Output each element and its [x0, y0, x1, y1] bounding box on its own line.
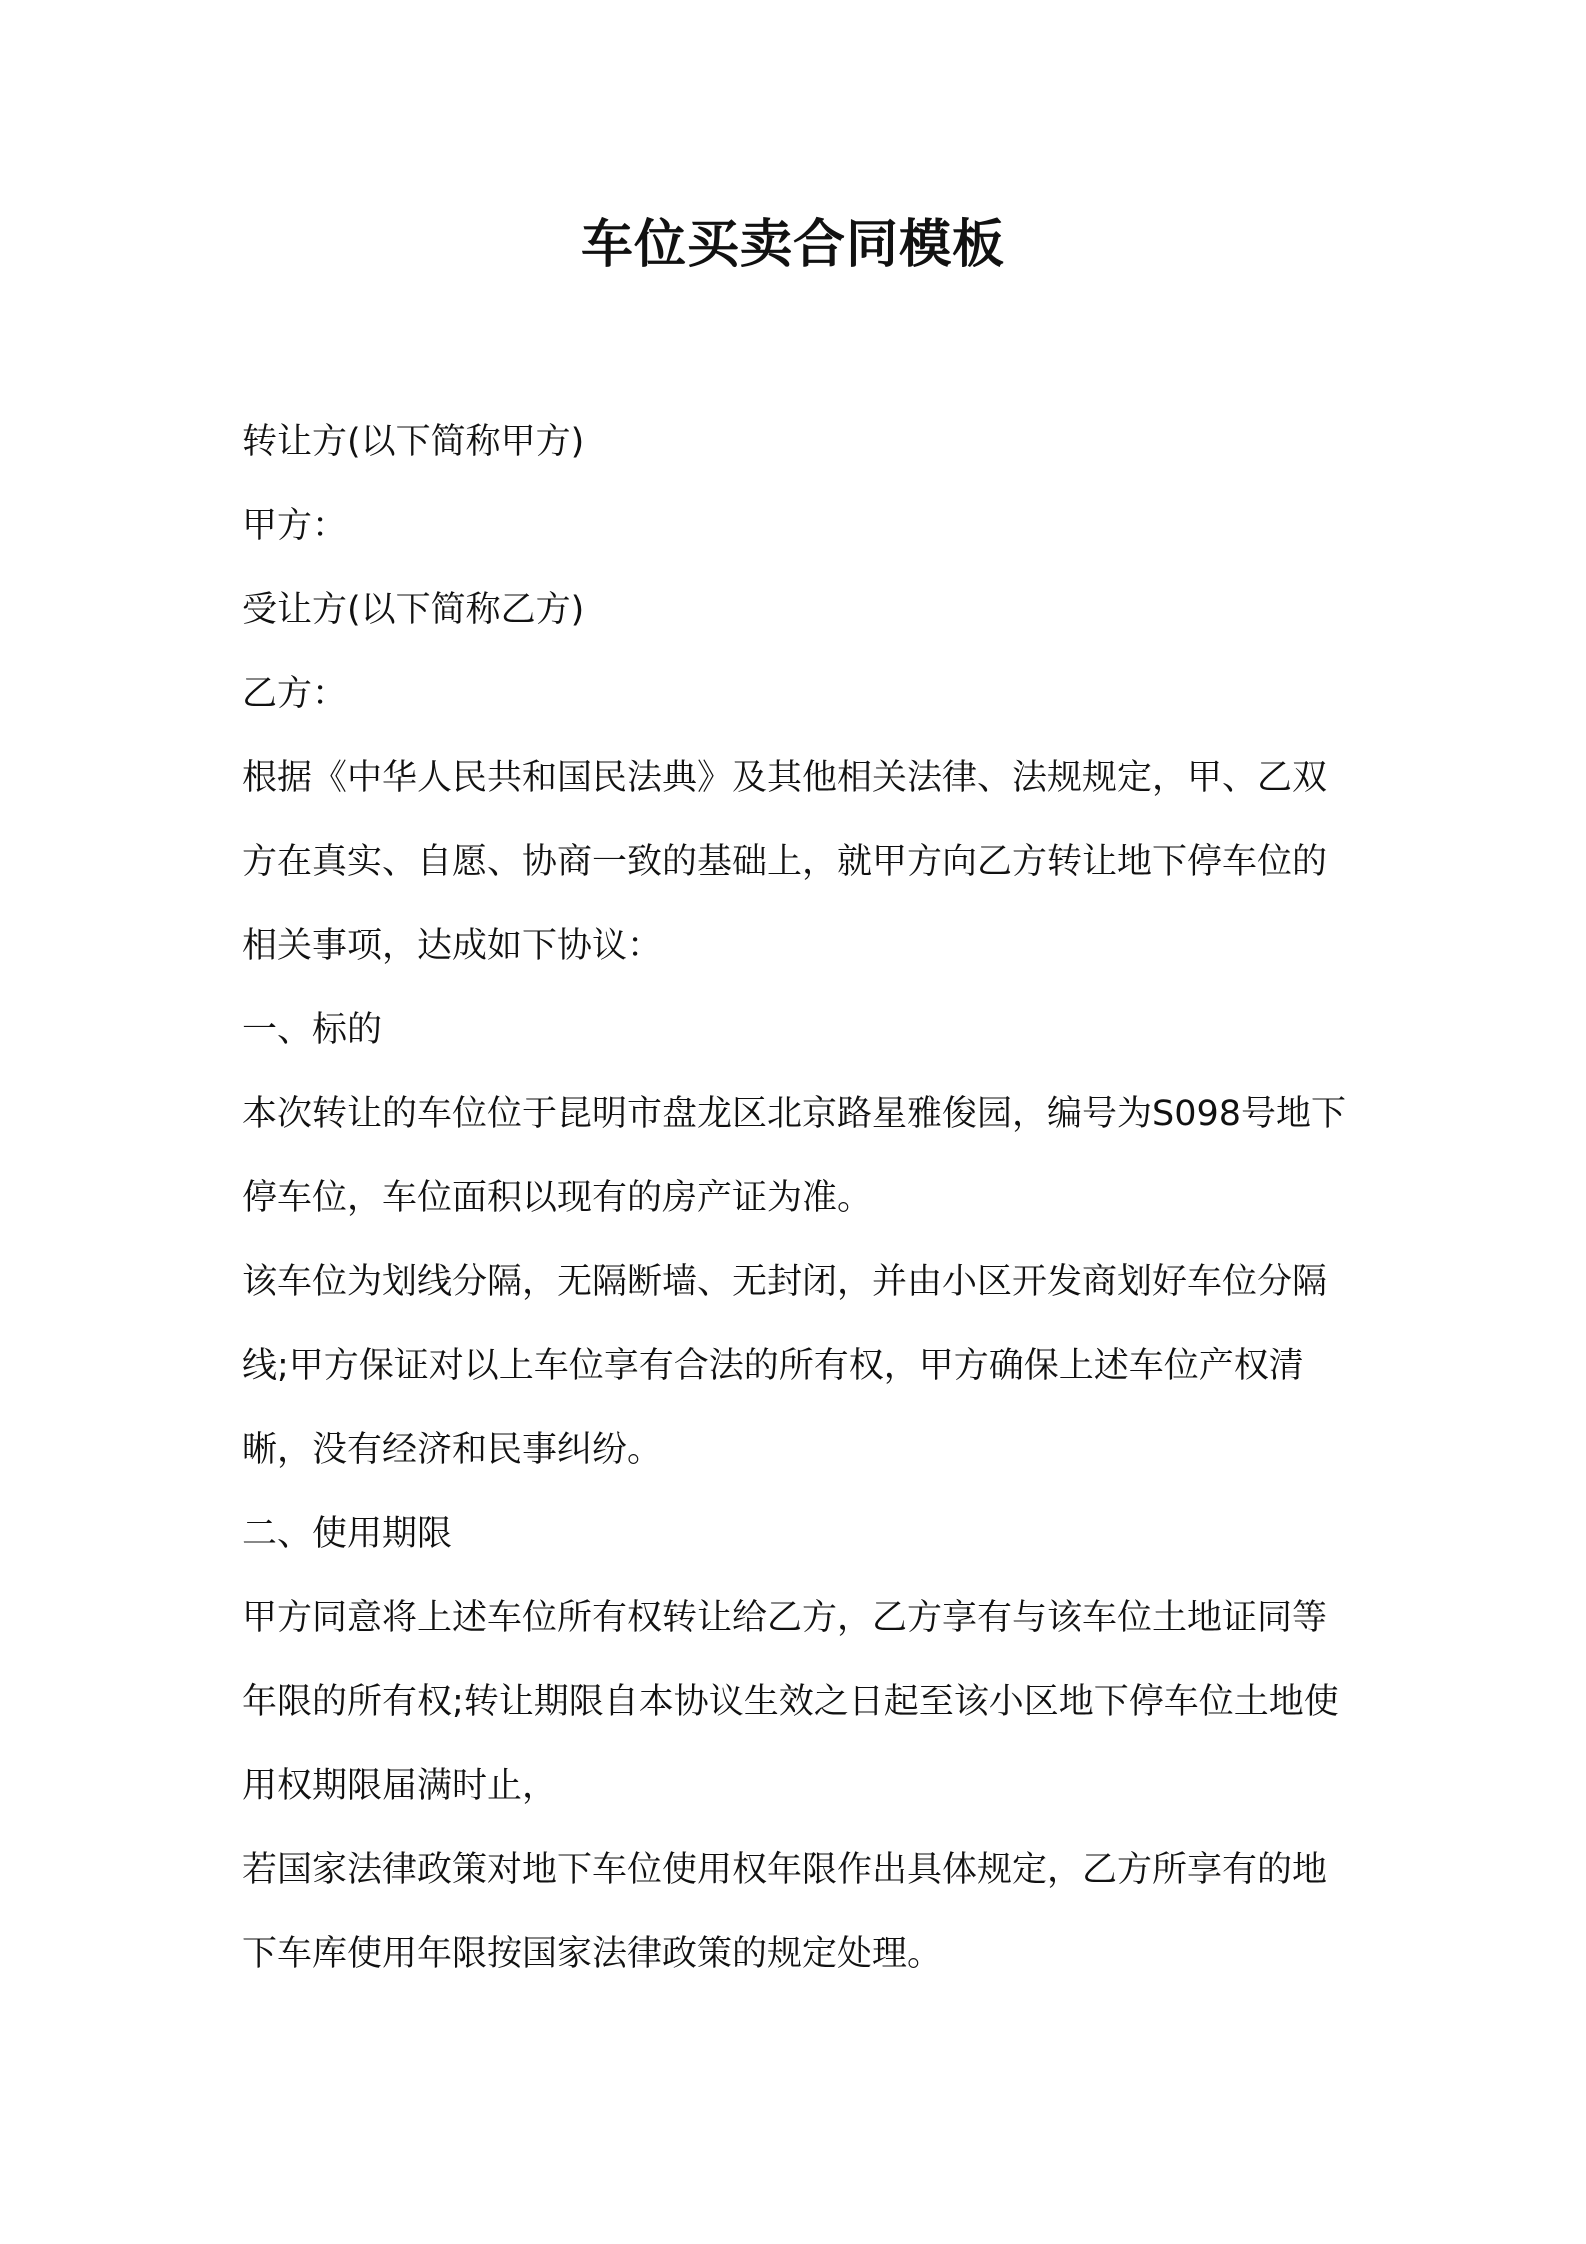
paragraph-transferee-label: 受让方(以下简称乙方): [242, 590, 585, 630]
paragraph-party-a: 甲方：: [242, 506, 348, 546]
paragraph-term-transfer: 甲方同意将上述车位所有权转让给乙方，乙方享有与该车位土地证同等年限的所有权;转让期限自本协议生效之日起至该小区地下停车位土地使用权期限届满时止，: [242, 1598, 1339, 1806]
paragraph-party-b: 乙方：: [242, 674, 348, 714]
paragraph-transferor-label: 转让方(以下简称甲方): [242, 422, 585, 462]
paragraph-subject-ownership: 该车位为划线分隔，无隔断墙、无封闭，并由小区开发商划好车位分隔线;甲方保证对以上车位享有合法的所有权，甲方确保上述车位产权清晰，没有经济和民事纠纷。: [242, 1262, 1328, 1470]
paragraph-term-policy: 若国家法律政策对地下车位使用权年限作出具体规定，乙方所享有的地下车库使用年限按国家法律政策的规定处理。: [242, 1850, 1328, 1974]
paragraph-subject-location: 本次转让的车位位于昆明市盘龙区北京路星雅俊园，编号为S098号地下停车位，车位面积以现有的房产证为准。: [242, 1094, 1347, 1218]
section-heading-term: 二、使用期限: [242, 1514, 453, 1554]
document-title: 车位买卖合同模板: [580, 215, 1005, 275]
document-body: [242, 400, 1354, 1996]
section-heading-subject: 一、标的: [242, 1010, 383, 1050]
paragraph-preamble: 根据《中华人民共和国民法典》及其他相关法律、法规规定，甲、乙双方在真实、自愿、协商一致的基础上，就甲方向乙方转让地下停车位的相关事项，达成如下协议：: [242, 758, 1328, 966]
